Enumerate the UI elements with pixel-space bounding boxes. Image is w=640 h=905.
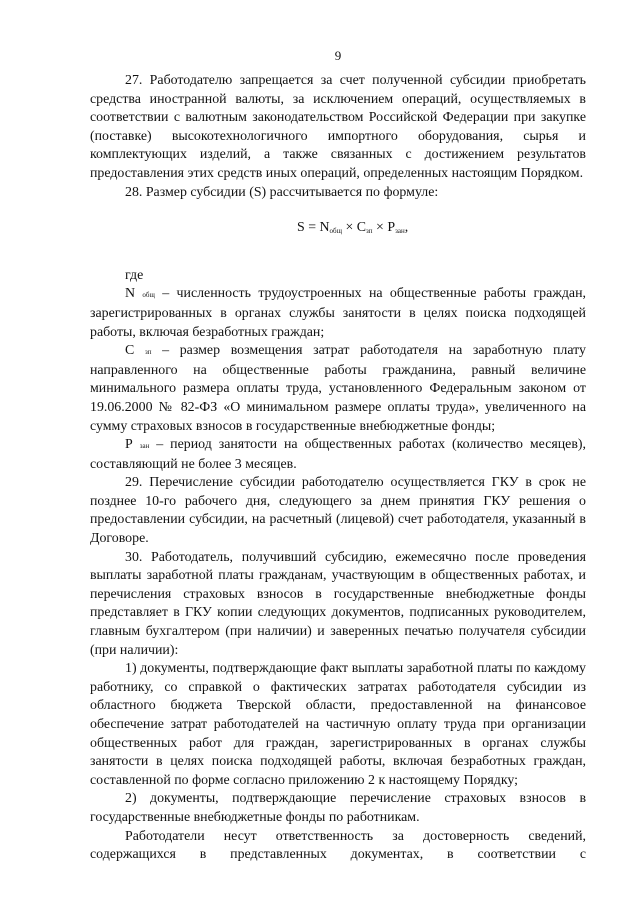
formula-n-subscript: общ [329,227,342,236]
paragraph-29: 29. Перечисление субсидии работодателю осуществляется ГКУ в срок не позднее 10-го рабочего дня, следующего за днем принятия ГКУ решения о предоставлении субсидии, на расчетный (лицевой) счет работодателя, указанный в Договоре. [90,475,586,547]
definition-n-symbol: N [125,286,136,302]
list-item-2: 2) документы, подтверждающие перечисление страховых взносов в государственные внебюджетные фонды по работникам. [90,791,586,825]
definition-p [90,436,586,474]
definition-n [90,285,586,342]
definition-p-symbol: Р [125,437,133,453]
list-item-1: 1) документы, подтверждающие факт выплаты заработной платы по каждому работнику, со справкой о фактических затратах работодателя субсидии из областного бюджета Тверской области, предоставленной на финансовое обеспечение затрат работодателей на частичную оплату труда при организации общественных работ для граждан, зарегистрированных в органах службы занятости в целях поиска подходящей работы, включая безработных граждан, составленной по форме согласно приложению 2 к настоящему Порядку; [90,661,586,788]
formula-c-subscript: зп [366,227,373,236]
formula-end: , [404,220,409,236]
formula-p-subscript: зан [395,227,405,236]
paragraph-28: 28. Размер субсидии (S) рассчитывается по формуле: [125,184,439,200]
formula-lhs: S = N [297,220,330,236]
paragraph-30: 30. Работодатель, получивший субсидию, ежемесячно после проведения выплаты заработной платы гражданам, участвующим в общественных работах, и перечисления страховых взносов в государственные внебюджетные фонды представляет в ГКУ копии следующих документов, подписанных руководителем, главным бухгалтером (при наличии) и заверенных печатью получателя субсидии (при наличии): [90,549,586,658]
definition-p-text: – период занятости на общественных работах (количество месяцев), составляющий не более 3 месяцев. [90,437,586,472]
definition-c-subscript: зп [144,348,152,357]
definition-p-subscript: зан [139,442,150,451]
document-body [90,72,586,865]
formula-times-c: × С [342,220,367,236]
paragraph-responsibility: Работодатели несут ответственность за достоверность сведений, содержащихся в представленных документах, в соответствии с [90,828,586,863]
definition-c-symbol: С [125,343,135,359]
where-label: где [125,267,144,283]
definition-n-subscript: общ [142,291,155,300]
page-number: 9 [334,48,342,63]
document-page [90,0,586,905]
paragraph-27: 27. Работодателю запрещается за счет полученной субсидии приобретать средства иностранной валюты, за исключением операций, осуществляемых в соответствии с валютным законодательством Российской Федерации при закупке (поставке) высокотехнологичного импортного оборудования, сырья и комплектующих изделий, а также связанных с достижением результатов предоставления этих средств иных операций, определенных настоящим Порядком. [90,73,586,181]
subsidy-formula [90,219,586,241]
definition-c-text: – размер возмещения затрат работодателя на заработную плату направленного на общественные работы гражданина, равный величине минимального размера оплаты труда, установленного Федеральным законом от 19.06.2000 № 82-ФЗ «О минимальном размере оплаты труда», увеличенного на сумму страховых взносов в государственные внебюджетные фонды; [90,343,586,434]
formula-times-p: × Р [372,220,396,236]
definition-c [90,342,586,436]
definition-n-text: – численность трудоустроенных на общественные работы граждан, зарегистрированных в органах службы занятости в целях поиска подходящей работы, включая безработных граждан; [90,286,586,340]
